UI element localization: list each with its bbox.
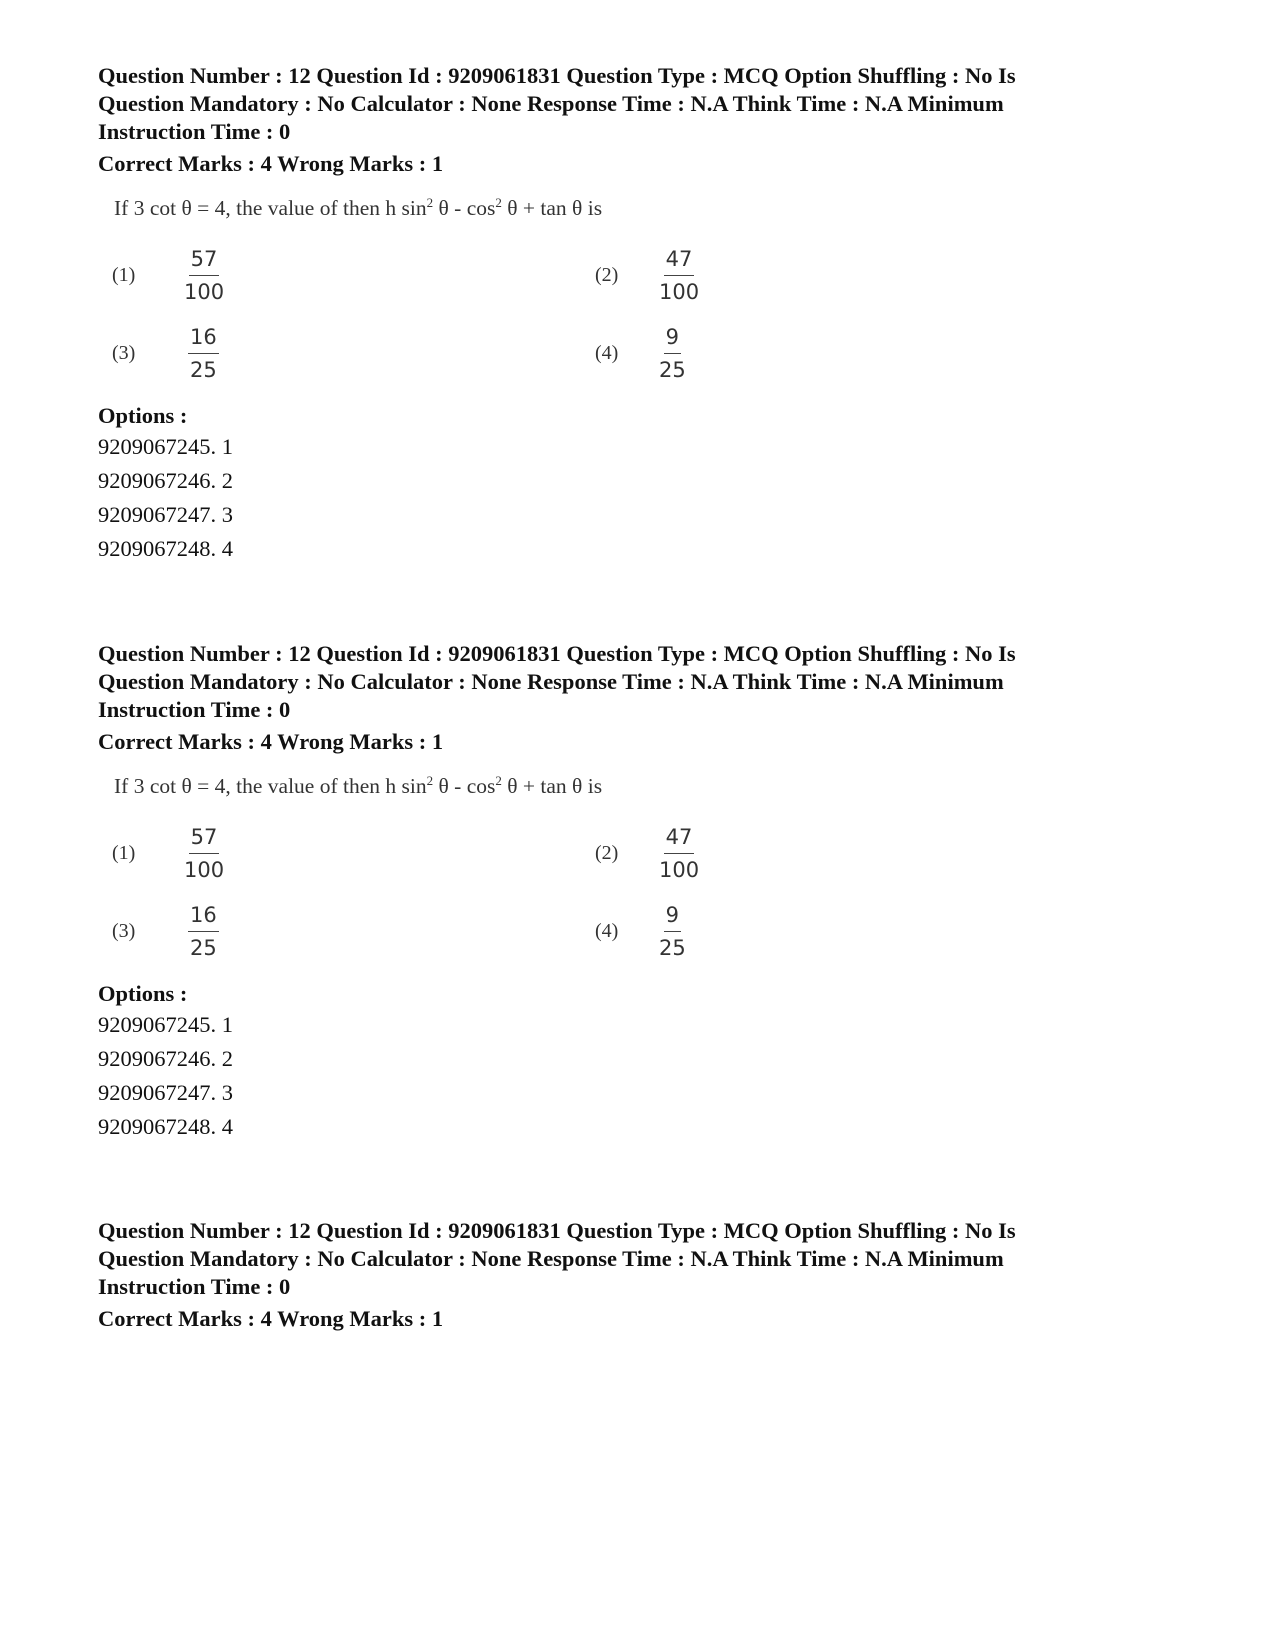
denominator: 25: [659, 936, 686, 960]
option-item: 9209067248. 4: [98, 536, 233, 561]
numerator: 47: [664, 244, 695, 276]
option-item: 9209067245. 1: [98, 434, 233, 459]
marks-line: Correct Marks : 4 Wrong Marks : 1: [98, 729, 444, 754]
option-item: 9209067246. 2: [98, 468, 233, 493]
choice-1: [112, 822, 226, 885]
question-stem: If 3 cot θ = 4, the value of then h $\sin^2 \theta - \cos^2 \theta + \tan \theta$ is: [114, 773, 603, 798]
question-meta-line: Question Mandatory : No Calculator : None Response Time : N.A Think Time : N.A Minimum: [98, 91, 1004, 116]
numerator: 9: [664, 322, 681, 354]
question-meta-line: Instruction Time : 0: [98, 1274, 291, 1299]
denominator: 25: [659, 358, 686, 382]
choice-4: [595, 322, 688, 385]
question-block-1: [98, 62, 1188, 566]
choice-1: [112, 244, 226, 307]
fraction: [188, 900, 219, 963]
question-meta-line: Instruction Time : 0: [98, 119, 291, 144]
fraction: [188, 322, 219, 385]
denominator: 25: [190, 936, 217, 960]
marks-line: Correct Marks : 4 Wrong Marks : 1: [98, 1306, 444, 1331]
question-image: [98, 186, 1188, 386]
denominator: 25: [190, 358, 217, 382]
numerator: 16: [188, 900, 219, 932]
choice-3: [112, 900, 219, 963]
choice-label: (4): [595, 342, 619, 364]
options-list: [98, 430, 1188, 566]
fraction: [657, 244, 701, 307]
numerator: 9: [664, 900, 681, 932]
denominator: 100: [184, 280, 225, 304]
choice-label: (2): [595, 842, 619, 864]
fraction: [657, 900, 688, 963]
denominator: 100: [184, 858, 225, 882]
question-meta-line: Question Mandatory : No Calculator : None Response Time : N.A Think Time : N.A Minimum: [98, 669, 1004, 694]
numerator: 57: [189, 822, 220, 854]
options-list: [98, 1008, 1188, 1144]
choice-label: (1): [112, 842, 136, 864]
option-item: 9209067245. 1: [98, 1012, 233, 1037]
question-meta-line: Question Number : 12 Question Id : 9209061831 Question Type : MCQ Option Shuffling : No Is: [98, 63, 1016, 88]
option-item: 9209067246. 2: [98, 1046, 233, 1071]
option-item: 9209067248. 4: [98, 1114, 233, 1139]
choice-label: (2): [595, 264, 619, 286]
question-stem: If 3 cot θ = 4, the value of then h $\sin^2 \theta - \cos^2 \theta + \tan \theta$ is: [114, 195, 603, 220]
choice-2: [595, 244, 701, 307]
options-heading: Options :: [98, 981, 188, 1006]
question-meta-line: Question Mandatory : No Calculator : None Response Time : N.A Think Time : N.A Minimum: [98, 1246, 1004, 1271]
question-block-3: [98, 1217, 1188, 1333]
numerator: 57: [189, 244, 220, 276]
choice-label: (4): [595, 920, 619, 942]
numerator: 47: [664, 822, 695, 854]
question-image: [98, 764, 1188, 964]
marks-line: Correct Marks : 4 Wrong Marks : 1: [98, 151, 444, 176]
denominator: 100: [659, 280, 700, 304]
question-meta-line: Question Number : 12 Question Id : 9209061831 Question Type : MCQ Option Shuffling : No Is: [98, 641, 1016, 666]
choice-4: [595, 900, 688, 963]
fraction: [182, 822, 226, 885]
numerator: 16: [188, 322, 219, 354]
fraction: [657, 322, 688, 385]
choice-label: (3): [112, 342, 136, 364]
choice-2: [595, 822, 701, 885]
option-item: 9209067247. 3: [98, 1080, 233, 1105]
option-item: 9209067247. 3: [98, 502, 233, 527]
options-heading: Options :: [98, 403, 188, 428]
choice-label: (3): [112, 920, 136, 942]
fraction: [182, 244, 226, 307]
choice-label: (1): [112, 264, 136, 286]
question-block-2: [98, 640, 1188, 1144]
choice-3: [112, 322, 219, 385]
question-meta-line: Instruction Time : 0: [98, 697, 291, 722]
question-meta-line: Question Number : 12 Question Id : 9209061831 Question Type : MCQ Option Shuffling : No Is: [98, 1218, 1016, 1243]
fraction: [657, 822, 701, 885]
denominator: 100: [659, 858, 700, 882]
